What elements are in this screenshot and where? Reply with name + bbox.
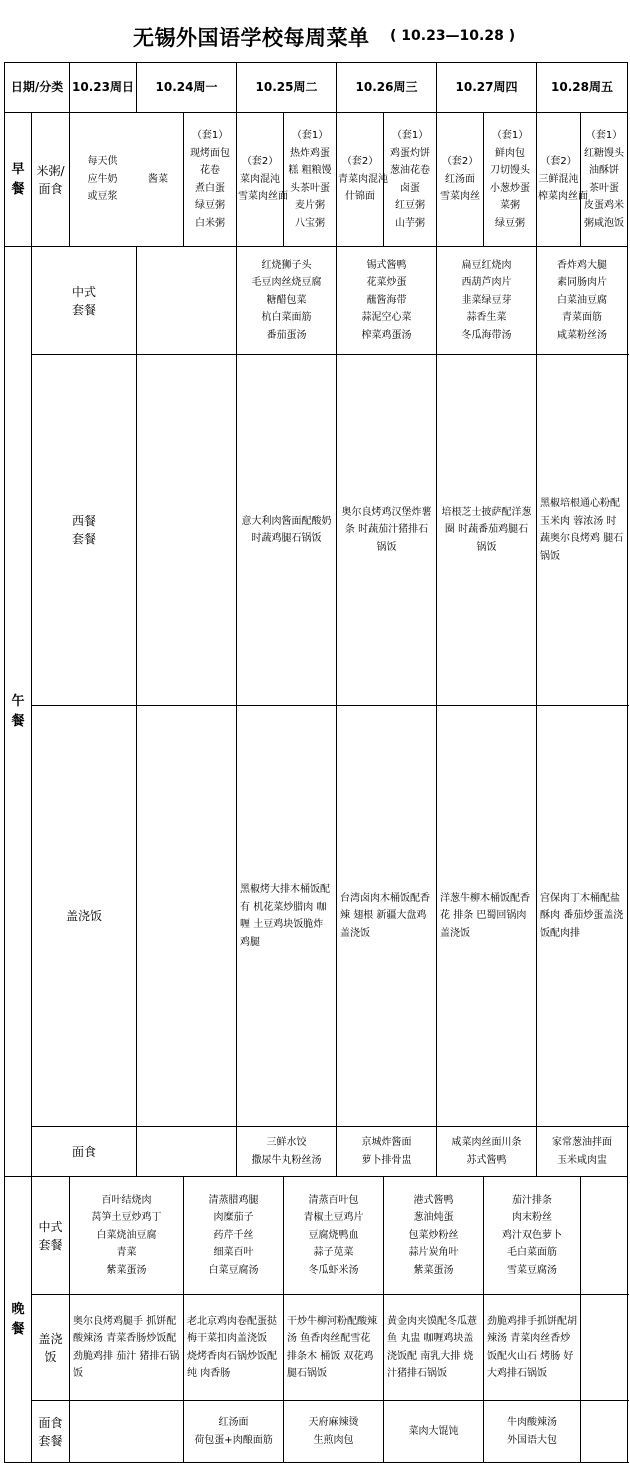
dinner-noodle-thu: 牛肉酸辣汤 外国语大包 xyxy=(484,1401,581,1463)
lunch-rice-sun xyxy=(137,706,237,1127)
subcat-rice-noodle: 米粥/面食 xyxy=(32,113,70,247)
header-row xyxy=(5,63,628,113)
lunch-noodle-thu: 家常葱油拌面 玉米咸肉盅 xyxy=(537,1127,628,1177)
breakfast-mon-set2: （套2） 菜肉混沌 雪菜肉丝面 xyxy=(237,113,284,247)
breakfast-fri-set1: （套1） 红糖馒头 油酥饼 茶叶蛋 皮蛋鸡米 粥咸泡饭 xyxy=(581,113,628,247)
breakfast-mon-set1: （套1） 现烤面包 花卷 煮白蛋 绿豆粥 白米粥 xyxy=(184,113,237,247)
dinner-noodle-fri xyxy=(581,1401,628,1463)
dinner-cn-mon: 清蒸腊鸡腿 肉糜茄子 药芹千丝 细菜百叶 白菜豆腐汤 xyxy=(184,1177,284,1295)
dinner-cn-sun: 百叶结烧肉 莴笋土豆炒鸡丁 白菜烧油豆腐 青菜 紫菜蛋汤 xyxy=(70,1177,184,1295)
dinner-rice-row xyxy=(5,1295,628,1401)
lunch-cn-sun xyxy=(137,247,237,355)
header-day-thu: 10.27周四 xyxy=(437,63,537,113)
breakfast-tue-set2: （套2） 青菜肉混沌 什锦面 xyxy=(337,113,384,247)
header-day-mon: 10.24周一 xyxy=(137,63,237,113)
lunch-cn-wed: 扁豆红烧肉 西葫芦肉片 韭菜绿豆芽 蒜香生菜 冬瓜海带汤 xyxy=(437,247,537,355)
breakfast-thu-set2: （套2） 三鲜混沌 榨菜肉丝面 xyxy=(537,113,581,247)
lunch-rice-mon: 黑椒烤大排木桶饭配有 机花菜炒腊肉 咖喱 土豆鸡块饭脆炸鸡腿 xyxy=(237,706,337,1127)
dinner-noodle-mon: 红汤面 荷包蛋+肉酿面筋 xyxy=(184,1401,284,1463)
lunch-rice-row xyxy=(5,706,628,1127)
subcat-dinner-cn: 中式套餐 xyxy=(32,1177,70,1295)
lunch-west-thu: 黑椒培根通心粉配玉米肉 蓉浓汤 时蔬奥尔良烤鸡 腿石锅饭 xyxy=(537,355,628,706)
dinner-cn-thu: 茄汁排条 肉末粉丝 鸡汁双色萝卜 毛白菜面筋 雪菜豆腐汤 xyxy=(484,1177,581,1295)
dinner-noodle-sun xyxy=(70,1401,184,1463)
lunch-west-wed: 培根芝士披萨配洋葱圈 时蔬番茄鸡腿石锅饭 xyxy=(437,355,537,706)
lunch-west-sun xyxy=(137,355,237,706)
dinner-rice-mon: 老北京鸡肉卷配蛋挞 梅干菜扣肉盖浇饭 烧烤香肉石锅炒饭配纯 肉香肠 xyxy=(184,1295,284,1401)
lunch-rice-tue: 台湾卤肉木桶饭配香辣 翅根 新疆大盘鸡盖浇饭 xyxy=(337,706,437,1127)
lunch-cn-tue: 锡式酱鸭 花菜炒蛋 蘸酱海带 蒜泥空心菜 榨菜鸡蛋汤 xyxy=(337,247,437,355)
date-range: ( 10.23—10.28 ) xyxy=(390,28,516,44)
header-day-tue: 10.25周二 xyxy=(237,63,337,113)
subcat-dinner-noodle: 面食套餐 xyxy=(32,1401,70,1463)
section-breakfast: 早餐 xyxy=(5,113,32,247)
breakfast-wed-set2: （套2） 红汤面 雪菜肉丝 xyxy=(437,113,484,247)
breakfast-sun xyxy=(70,113,184,247)
breakfast-sun-milk: 每天供 应牛奶 或豆浆 xyxy=(87,156,118,203)
dinner-rice-wed: 黄金肉夹馍配冬瓜薏鱼 丸盅 咖喱鸡块盖浇饭配 南乳大排 烧汁猪排石锅饭 xyxy=(384,1295,484,1401)
subcat-lunch-noodle: 面食 xyxy=(32,1127,137,1177)
header-day-wed: 10.26周三 xyxy=(337,63,437,113)
breakfast-tue-set1: （套1） 热炸鸡蛋 糕 粗粮馒 头茶叶蛋 麦片粥 八宝粥 xyxy=(284,113,337,247)
lunch-noodle-sun xyxy=(137,1127,237,1177)
lunch-cn-mon: 红烧狮子头 毛豆肉丝烧豆腐 糖醋包菜 杭白菜面筋 番茄蛋汤 xyxy=(237,247,337,355)
lunch-west-mon: 意大利肉酱面配酸奶 时蔬鸡腿石锅饭 xyxy=(237,355,337,706)
lunch-noodle-wed: 咸菜肉丝面川条 苏式酱鸭 xyxy=(437,1127,537,1177)
breakfast-thu-set1: （套1） 鲜肉包 刀切馒头 小葱炒蛋 菜粥 绿豆粥 xyxy=(484,113,537,247)
subcat-dinner-rice: 盖浇饭 xyxy=(32,1295,70,1401)
dinner-cn-wed: 港式酱鸭 葱油炖蛋 包菜炒粉丝 蒜片炭角叶 紫菜蛋汤 xyxy=(384,1177,484,1295)
lunch-cn-thu: 香炸鸡大腿 素同肠肉片 白菜油豆腐 青菜面筋 咸菜粉丝汤 xyxy=(537,247,628,355)
breakfast-row xyxy=(5,113,628,247)
page-title: 无锡外国语学校每周菜单 xyxy=(133,26,370,50)
lunch-rice-thu: 宫保肉丁木桶配盐酥肉 番茄炒蛋盖浇饭配肉排 xyxy=(537,706,628,1127)
dinner-cn-row xyxy=(5,1177,628,1295)
lunch-noodle-row xyxy=(5,1127,628,1177)
subcat-lunch-cn: 中式套餐 xyxy=(32,247,137,355)
lunch-west-row xyxy=(5,355,628,706)
dinner-cn-tue: 清蒸百叶包 青椒土豆鸡片 豆腐烧鸭血 蒜子苋菜 冬瓜虾米汤 xyxy=(284,1177,384,1295)
header-corner: 日期/分类 xyxy=(5,63,70,113)
dinner-noodle-wed: 菜肉大馄饨 xyxy=(384,1401,484,1463)
breakfast-sun-inner xyxy=(71,153,182,206)
dinner-rice-sun: 奥尔良烤鸡腿手 抓饼配酸辣汤 青菜香肠炒饭配 劲脆鸡排 茄汁 猪排石锅饭 xyxy=(70,1295,184,1401)
section-lunch: 午餐 xyxy=(5,247,32,1177)
dinner-noodle-tue: 天府麻辣烫 生煎肉包 xyxy=(284,1401,384,1463)
subcat-lunch-rice: 盖浇饭 xyxy=(32,706,137,1127)
dinner-rice-fri xyxy=(581,1295,628,1401)
breakfast-sun-pickle: 酱菜 xyxy=(148,173,169,185)
lunch-noodle-mon: 三鲜水饺 撒尿牛丸粉丝汤 xyxy=(237,1127,337,1177)
dinner-rice-thu: 劲脆鸡排手抓饼配胡辣汤 青菜肉丝香炒饭配火山石 烤肠 好大鸡排石锅饭 xyxy=(484,1295,581,1401)
dinner-rice-tue: 干炒牛柳河粉配酸辣汤 鱼香肉丝配雪花排条木 桶饭 双花鸡腿石锅饭 xyxy=(284,1295,384,1401)
menu-title-bar xyxy=(0,14,630,54)
header-day-sun: 10.23周日 xyxy=(70,63,137,113)
dinner-cn-fri xyxy=(581,1177,628,1295)
section-dinner: 晚餐 xyxy=(5,1177,32,1463)
lunch-cn-row xyxy=(5,247,628,355)
lunch-noodle-tue: 京城炸酱面 萝卜排骨盅 xyxy=(337,1127,437,1177)
header-day-fri: 10.28周五 xyxy=(537,63,628,113)
dinner-noodle-row xyxy=(5,1401,628,1463)
breakfast-wed-set1: （套1） 鸡蛋灼饼 葱油花卷 卤蛋 红豆粥 山芋粥 xyxy=(384,113,437,247)
weekly-menu-table xyxy=(4,62,628,1463)
lunch-rice-wed: 洋葱牛柳木桶饭配香花 排条 巴蜀回锅肉盖浇饭 xyxy=(437,706,537,1127)
lunch-west-tue: 奥尔良烤鸡汉堡炸薯条 时蔬茄汁猪排石锅饭 xyxy=(337,355,437,706)
subcat-lunch-west: 西餐套餐 xyxy=(32,355,137,706)
